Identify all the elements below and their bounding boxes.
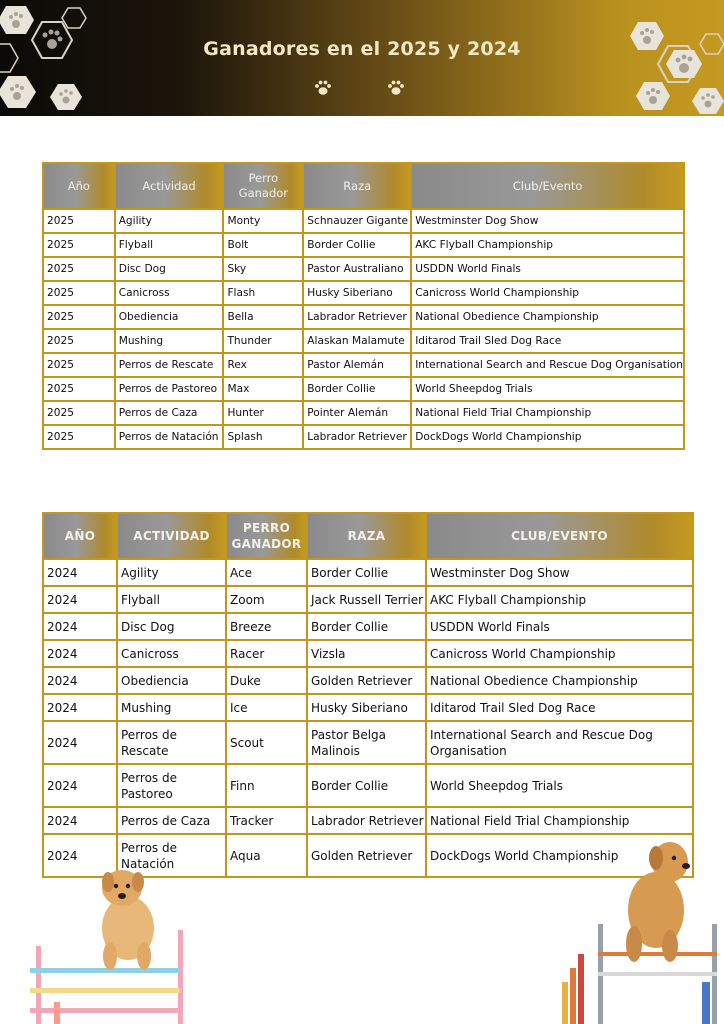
cell-breed: Border Collie [307, 613, 426, 640]
cell-club-event: Iditarod Trail Sled Dog Race [426, 694, 693, 721]
cell-year: 2024 [43, 694, 117, 721]
paw-icon [387, 80, 405, 96]
cell-winner-dog: Scout [226, 721, 307, 764]
header-winner-dog: Perro Ganador [223, 163, 303, 209]
cell-activity: Agility [117, 559, 226, 586]
cell-year: 2024 [43, 559, 117, 586]
cell-winner-dog: Thunder [223, 329, 303, 353]
cell-winner-dog: Finn [226, 764, 307, 807]
cell-activity: Disc Dog [115, 257, 224, 281]
table-row [43, 694, 693, 721]
cell-activity: Obediencia [117, 667, 226, 694]
cell-club-event: DockDogs World Championship [411, 425, 684, 449]
cell-year: 2024 [43, 613, 117, 640]
cell-breed: Pointer Alemán [303, 401, 411, 425]
cell-club-event: DockDogs World Championship [426, 834, 693, 877]
cell-breed: Border Collie [303, 377, 411, 401]
paw-icon [314, 80, 332, 96]
cell-year: 2024 [43, 640, 117, 667]
cell-winner-dog: Ace [226, 559, 307, 586]
table-row [43, 764, 693, 807]
cell-activity: Perros de Pastoreo [117, 764, 226, 807]
cell-year: 2025 [43, 329, 115, 353]
cell-club-event: USDDN World Finals [426, 613, 693, 640]
cell-activity: Perros de Caza [115, 401, 224, 425]
cell-activity: Flyball [117, 586, 226, 613]
page-title: Ganadores en el 2025 y 2024 [203, 38, 521, 60]
table-row [43, 721, 693, 764]
cell-breed: Husky Siberiano [307, 694, 426, 721]
cell-club-event: National Field Trial Championship [411, 401, 684, 425]
cell-year: 2024 [43, 834, 117, 877]
cell-year: 2025 [43, 233, 115, 257]
winners-table-2025 [42, 162, 685, 450]
cell-breed: Labrador Retriever [303, 425, 411, 449]
cell-year: 2024 [43, 807, 117, 834]
header-year: Año [43, 163, 115, 209]
cell-club-event: AKC Flyball Championship [426, 586, 693, 613]
table-header-row [43, 513, 693, 559]
cell-winner-dog: Splash [223, 425, 303, 449]
cell-year: 2025 [43, 425, 115, 449]
table-row [43, 209, 684, 233]
cell-breed: Border Collie [307, 764, 426, 807]
cell-year: 2024 [43, 764, 117, 807]
header-winner-dog: PERRO GANADOR [226, 513, 307, 559]
dog-jumping-hurdle-illustration-left [24, 856, 200, 1024]
table-row [43, 807, 693, 834]
header-club-event: Club/Evento [411, 163, 684, 209]
table-row [43, 353, 684, 377]
cell-winner-dog: Max [223, 377, 303, 401]
cell-activity: Perros de Caza [117, 807, 226, 834]
cell-winner-dog: Monty [223, 209, 303, 233]
cell-breed: Border Collie [307, 559, 426, 586]
cell-club-event: National Field Trial Championship [426, 807, 693, 834]
cell-winner-dog: Bella [223, 305, 303, 329]
cell-club-event: AKC Flyball Championship [411, 233, 684, 257]
table-row [43, 305, 684, 329]
cell-year: 2025 [43, 209, 115, 233]
cell-winner-dog: Flash [223, 281, 303, 305]
cell-breed: Alaskan Malamute [303, 329, 411, 353]
cell-winner-dog: Tracker [226, 807, 307, 834]
cell-breed: Husky Siberiano [303, 281, 411, 305]
cell-winner-dog: Racer [226, 640, 307, 667]
cell-activity: Flyball [115, 233, 224, 257]
cell-winner-dog: Hunter [223, 401, 303, 425]
cell-club-event: World Sheepdog Trials [426, 764, 693, 807]
table-row [43, 233, 684, 257]
dog-jumping-hurdle-illustration-right [552, 832, 724, 1024]
table-row [43, 329, 684, 353]
cell-winner-dog: Duke [226, 667, 307, 694]
cell-activity: Disc Dog [117, 613, 226, 640]
cell-winner-dog: Ice [226, 694, 307, 721]
cell-winner-dog: Rex [223, 353, 303, 377]
cell-year: 2024 [43, 586, 117, 613]
cell-activity: Canicross [117, 640, 226, 667]
cell-club-event: International Search and Rescue Dog Organisation [426, 721, 693, 764]
cell-year: 2025 [43, 257, 115, 281]
cell-activity: Perros de Natación [115, 425, 224, 449]
cell-activity: Mushing [115, 329, 224, 353]
cell-breed: Labrador Retriever [303, 305, 411, 329]
table-header-row [43, 163, 684, 209]
cell-club-event: National Obedience Championship [426, 667, 693, 694]
cell-year: 2025 [43, 281, 115, 305]
cell-breed: Border Collie [303, 233, 411, 257]
cell-club-event: Canicross World Championship [426, 640, 693, 667]
cell-winner-dog: Zoom [226, 586, 307, 613]
cell-activity: Obediencia [115, 305, 224, 329]
cell-club-event: Westminster Dog Show [426, 559, 693, 586]
header-breed: RAZA [307, 513, 426, 559]
table-row [43, 425, 684, 449]
header-breed: Raza [303, 163, 411, 209]
cell-club-event: USDDN World Finals [411, 257, 684, 281]
cell-breed: Labrador Retriever [307, 807, 426, 834]
table-row [43, 586, 693, 613]
cell-club-event: National Obedience Championship [411, 305, 684, 329]
cell-winner-dog: Bolt [223, 233, 303, 257]
cell-breed: Jack Russell Terrier [307, 586, 426, 613]
cell-breed: Pastor Australiano [303, 257, 411, 281]
table-row [43, 377, 684, 401]
cell-breed: Vizsla [307, 640, 426, 667]
cell-year: 2024 [43, 721, 117, 764]
header-club-event: CLUB/EVENTO [426, 513, 693, 559]
cell-winner-dog: Aqua [226, 834, 307, 877]
cell-year: 2025 [43, 401, 115, 425]
cell-year: 2025 [43, 377, 115, 401]
table-row [43, 401, 684, 425]
table-row [43, 559, 693, 586]
header-activity: Actividad [115, 163, 224, 209]
cell-club-event: International Search and Rescue Dog Organisation [411, 353, 684, 377]
header-banner [0, 0, 724, 116]
winners-table-2024 [42, 512, 694, 878]
cell-activity: Perros de Rescate [115, 353, 224, 377]
cell-activity: Agility [115, 209, 224, 233]
cell-winner-dog: Breeze [226, 613, 307, 640]
cell-club-event: Westminster Dog Show [411, 209, 684, 233]
cell-activity: Perros de Pastoreo [115, 377, 224, 401]
cell-club-event: Iditarod Trail Sled Dog Race [411, 329, 684, 353]
table-row [43, 640, 693, 667]
cell-breed: Golden Retriever [307, 667, 426, 694]
cell-activity: Perros de Rescate [117, 721, 226, 764]
cell-breed: Pastor Belga Malinois [307, 721, 426, 764]
table-row [43, 257, 684, 281]
cell-club-event: World Sheepdog Trials [411, 377, 684, 401]
cell-club-event: Canicross World Championship [411, 281, 684, 305]
table-row [43, 667, 693, 694]
cell-year: 2025 [43, 353, 115, 377]
hexagon-paw-decoration-right [624, 0, 724, 116]
cell-breed: Schnauzer Gigante [303, 209, 411, 233]
cell-activity: Perros de Natación [117, 834, 226, 877]
cell-breed: Pastor Alemán [303, 353, 411, 377]
cell-year: 2025 [43, 305, 115, 329]
header-year: AÑO [43, 513, 117, 559]
table-row [43, 281, 684, 305]
cell-year: 2024 [43, 667, 117, 694]
header-activity: ACTIVIDAD [117, 513, 226, 559]
cell-activity: Mushing [117, 694, 226, 721]
cell-breed: Golden Retriever [307, 834, 426, 877]
cell-activity: Canicross [115, 281, 224, 305]
table-row [43, 613, 693, 640]
cell-winner-dog: Sky [223, 257, 303, 281]
